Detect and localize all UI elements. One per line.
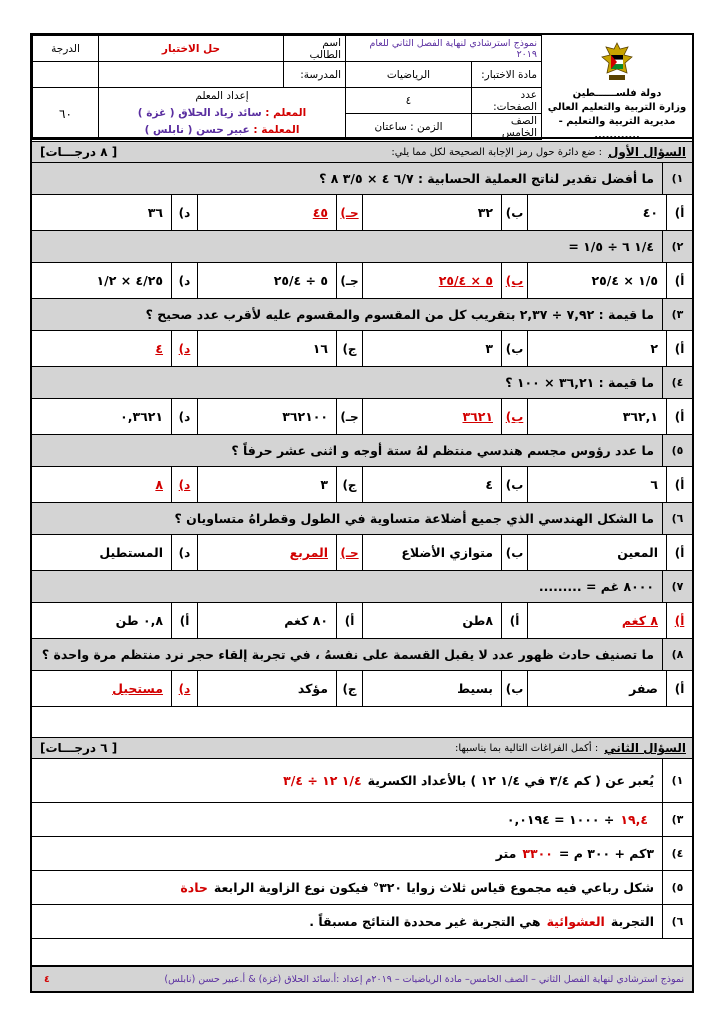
question-number: ١) xyxy=(662,163,692,194)
fill-suffix: متر xyxy=(495,846,517,861)
question-row xyxy=(32,639,692,671)
options-row xyxy=(32,671,692,707)
fill-answer[interactable]: العشوائية xyxy=(546,914,605,929)
page-number: ٤ xyxy=(44,973,50,985)
option-value: مستحيل xyxy=(112,681,163,696)
options-row xyxy=(32,603,692,639)
option-value: ٨٠ كغم xyxy=(284,613,328,628)
question-row xyxy=(32,571,692,603)
option-letter: د) xyxy=(171,195,197,230)
option-value: ٤ xyxy=(155,341,163,356)
option-value: بسيط xyxy=(457,681,493,696)
option-letter: ب) xyxy=(501,195,527,230)
teacher1-name: سائد زياد الحلاق ( غزة ) xyxy=(137,107,262,119)
option-letter: أ) xyxy=(666,671,692,706)
option-value: المعين xyxy=(617,545,658,560)
fill-number: ١) xyxy=(662,759,692,802)
question-row xyxy=(32,503,692,535)
answer-option[interactable] xyxy=(362,671,527,706)
fill-prefix: شكل رباعي فيه مجموع قياس ثلاث زوايا ٣٢٠° فيكون نوع الزاوية الرابعة xyxy=(213,880,654,895)
school-label: المدرسة: xyxy=(284,62,346,88)
option-letter: ب) xyxy=(501,467,527,502)
option-value: مؤكد xyxy=(297,681,328,696)
school-value xyxy=(99,62,284,88)
exam-header xyxy=(32,35,692,139)
question-row xyxy=(32,367,692,399)
state-name: دولة فلســــــطين xyxy=(572,88,662,99)
option-value: ٤ xyxy=(485,477,493,492)
footer-text: نموذج استرشادي لنهاية الفصل الثاني – الصف الخامس– مادة الرياضيات – ٢٠١٩م إعداد :أ.سائد الحلاق (غزة) & أ.عبير حسن (نابلس) xyxy=(164,973,684,985)
section1-instruction: : ضع دائرة حول رمز الإجابة الصحيحة لكل مما يلي: xyxy=(391,146,603,158)
fill-number: ٣) xyxy=(662,803,692,836)
question-number: ٤) xyxy=(662,367,692,398)
option-value: ٣٢ xyxy=(477,205,493,220)
options-row xyxy=(32,263,692,299)
option-letter: جـ) xyxy=(336,399,362,434)
option-letter: أ) xyxy=(666,399,692,434)
options-row xyxy=(32,331,692,367)
answer-option[interactable] xyxy=(527,399,692,434)
fill-suffix: هي التجربة غير محددة النتائج مسبقاً . xyxy=(309,914,541,929)
section2-bar xyxy=(32,737,692,759)
option-letter: أ) xyxy=(501,603,527,638)
question-row xyxy=(32,231,692,263)
directorate-name: مديرية التربية والتعليم - ............ xyxy=(558,116,676,141)
option-value: ٣٦ xyxy=(147,205,163,220)
question-number: ٦) xyxy=(662,503,692,534)
option-letter: جـ) xyxy=(336,535,362,570)
answer-option[interactable] xyxy=(197,671,362,706)
option-letter: ب) xyxy=(501,331,527,366)
subject-label: مادة الاختبار: xyxy=(472,62,542,88)
option-letter: د) xyxy=(171,535,197,570)
answer-option[interactable] xyxy=(527,535,692,570)
option-value: ٣٦٢١٠٠ xyxy=(282,409,328,424)
question-text: ٨٠٠٠ غم = ......... xyxy=(538,579,654,594)
fill-row xyxy=(32,803,692,837)
option-value: ٣ xyxy=(485,341,493,356)
time-label: الزمن : ساعتان xyxy=(346,114,472,140)
question-text: ما أفضل تقدير لناتج العملية الحسابية : ٦/٧ ٤ × ٣/٥ ٨ ؟ xyxy=(319,171,654,186)
answer-option[interactable] xyxy=(197,603,362,638)
answer-option[interactable] xyxy=(362,263,527,298)
exam-page xyxy=(30,33,694,993)
option-value: صفر xyxy=(629,681,658,696)
option-letter: أ) xyxy=(666,467,692,502)
answer-option[interactable] xyxy=(32,331,197,366)
option-letter: أ) xyxy=(666,535,692,570)
answer-option[interactable] xyxy=(362,467,527,502)
question-row xyxy=(32,299,692,331)
option-letter: د) xyxy=(171,399,197,434)
option-letter: د) xyxy=(171,467,197,502)
fill-answer[interactable]: ١/٤ ١٢ ÷ ٣/٤ xyxy=(283,773,362,788)
option-letter: د) xyxy=(171,671,197,706)
answer-option[interactable] xyxy=(527,331,692,366)
option-value: ٦ xyxy=(650,477,658,492)
fill-number: ٤) xyxy=(662,837,692,870)
answer-option[interactable] xyxy=(32,195,197,230)
question-text: ما قيمة : ٣٦,٢١ × ١٠٠ ؟ xyxy=(505,375,654,390)
header-info-table xyxy=(32,35,542,140)
teacher2-label: المعلمة : xyxy=(253,124,300,136)
fill-number: ٦) xyxy=(662,905,692,938)
option-letter: أ) xyxy=(171,603,197,638)
option-letter: د) xyxy=(171,263,197,298)
fill-prefix: ٣كم + ٣٠٠ م = xyxy=(558,846,654,861)
page-footer xyxy=(32,965,692,991)
model-title: نموذج استرشادي لنهاية الفصل الثاني للعام ٢٠١٩ xyxy=(346,36,542,62)
question-number: ٣) xyxy=(662,299,692,330)
option-letter: أ) xyxy=(666,195,692,230)
fill-row xyxy=(32,837,692,871)
option-letter: ب) xyxy=(501,535,527,570)
answer-option[interactable] xyxy=(32,535,197,570)
option-letter: ج) xyxy=(336,331,362,366)
grade-class: الصف الخامس xyxy=(472,114,542,140)
answer-option[interactable] xyxy=(362,331,527,366)
question-text: ما عدد رؤوس مجسم هندسي منتظم لهُ ستة أوجه و اثنى عشر حرفاً ؟ xyxy=(231,443,654,458)
fill-answer[interactable]: ٣٣٠٠ xyxy=(522,846,553,861)
option-value: ١/٥ × ٢٥/٤ xyxy=(591,273,658,288)
option-letter: ج) xyxy=(336,467,362,502)
answer-option[interactable] xyxy=(32,399,197,434)
options-row xyxy=(32,467,692,503)
question-text: ما الشكل الهندسي الذي جميع أضلاعة متساوية في الطول وقطراهُ متساويان ؟ xyxy=(174,511,654,526)
fill-row xyxy=(32,871,692,905)
answer-option[interactable] xyxy=(362,399,527,434)
answer-option[interactable] xyxy=(32,467,197,502)
option-letter: أ) xyxy=(666,331,692,366)
fill-row xyxy=(32,759,692,803)
question-text: ما تصنيف حادث ظهور عدد لا يقبل القسمة على نفسهُ ، في تجربة إلقاء حجر نرد منتظم مرة واحدة ؟ xyxy=(41,647,654,662)
section2-instruction: : أكمل الفراغات التالية بما يناسبها: xyxy=(455,742,599,754)
answer-option[interactable] xyxy=(197,331,362,366)
option-letter: ب) xyxy=(501,399,527,434)
option-letter: جـ) xyxy=(336,263,362,298)
answer-option[interactable] xyxy=(362,603,527,638)
option-letter: ب) xyxy=(501,671,527,706)
answer-option[interactable] xyxy=(527,195,692,230)
option-value: ٤٠ xyxy=(642,205,658,220)
answer-option[interactable] xyxy=(527,467,692,502)
option-value: المربع xyxy=(289,545,328,560)
fill-prefix: يُعبر عن ( كم ٣/٤ في ١/٤ ١٢ ) بالأعداد الكسرية xyxy=(367,773,654,788)
question-number: ٧) xyxy=(662,571,692,602)
palestine-eagle-emblem-icon xyxy=(600,41,634,85)
option-value: ٠,٨ طن xyxy=(115,613,163,628)
option-value: ٥ ÷ ٢٥/٤ xyxy=(273,273,328,288)
option-value: ٣٦٢١ xyxy=(462,409,493,424)
answer-option[interactable] xyxy=(197,399,362,434)
pages-value: ٤ xyxy=(346,88,472,114)
option-value: ٤٥ xyxy=(312,205,328,220)
student-label: اسم الطالب xyxy=(284,36,346,62)
fill-answer[interactable]: ١٩,٤ xyxy=(620,812,648,827)
answer-option[interactable] xyxy=(197,535,362,570)
student-value: حل الاختبار xyxy=(99,36,284,62)
option-letter: أ) xyxy=(336,603,362,638)
question-row xyxy=(32,163,692,195)
option-value: ٢ xyxy=(650,341,658,356)
section2-title: السؤال الثاني xyxy=(604,741,686,755)
question-text: ما قيمة : ٧,٩٢ ÷ ٢,٣٧ بتقريب كل من المقسوم والمقسوم عليه لأقرب عدد صحيح ؟ xyxy=(145,307,654,322)
fill-row xyxy=(32,905,692,939)
teacher1-label: المعلم : xyxy=(265,107,307,119)
answer-option[interactable] xyxy=(362,535,527,570)
answer-option[interactable] xyxy=(527,671,692,706)
answer-option[interactable] xyxy=(362,195,527,230)
question-number: ٥) xyxy=(662,435,692,466)
teachers-cell xyxy=(99,88,346,140)
option-value: ٠,٣٦٢١ xyxy=(120,409,163,424)
answer-option[interactable] xyxy=(197,467,362,502)
pages-label: عدد الصفحات: xyxy=(472,88,542,114)
answer-option[interactable] xyxy=(197,263,362,298)
option-value: ٨طن xyxy=(462,613,493,628)
ministry-name: وزارة التربية والتعليم العالي xyxy=(547,102,687,113)
option-value: ١٦ xyxy=(312,341,328,356)
option-letter: د) xyxy=(171,331,197,366)
answer-option[interactable] xyxy=(197,195,362,230)
answer-option[interactable] xyxy=(527,263,692,298)
option-letter: أ) xyxy=(666,263,692,298)
question-text: ١/٤ ٦ ÷ ١/٥ = xyxy=(568,239,654,254)
option-value: ٥ × ٢٥/٤ xyxy=(438,273,493,288)
answer-option[interactable] xyxy=(527,603,692,638)
grade-label: الدرجة xyxy=(33,36,99,62)
option-value: ٣ xyxy=(320,477,328,492)
fill-number: ٥) xyxy=(662,871,692,904)
option-value: ٨ xyxy=(155,477,163,492)
options-row xyxy=(32,399,692,435)
answer-option[interactable] xyxy=(32,263,197,298)
fill-prefix: التجربة xyxy=(610,914,654,929)
option-letter: ج) xyxy=(336,671,362,706)
option-letter: جـ) xyxy=(336,195,362,230)
option-letter: أ) xyxy=(666,603,692,638)
answer-option[interactable] xyxy=(32,603,197,638)
grade-empty-cell xyxy=(33,62,99,88)
option-value: ٨ كغم xyxy=(621,613,658,628)
subject-value: الرياضيات xyxy=(346,62,472,88)
ministry-block xyxy=(542,35,692,139)
teacher2-name: عبير حسن ( نابلس ) xyxy=(144,124,250,136)
score-value: ٦٠ xyxy=(33,88,99,140)
prepared-label: إعداد المعلم xyxy=(195,90,249,102)
fill-suffix: ÷ ١٠٠٠ = ٠,٠١٩٤ xyxy=(506,812,615,827)
question-number: ٢) xyxy=(662,231,692,262)
option-value: ٤/٢٥ × ١/٢ xyxy=(96,273,163,288)
option-value: ٣٦٢,١ xyxy=(622,409,658,424)
answer-option[interactable] xyxy=(32,671,197,706)
fill-answer[interactable]: حادة xyxy=(180,880,208,895)
option-value: متوازي الأضلاع xyxy=(401,545,493,560)
section1-marks: [ ٨ درجـــات] xyxy=(40,145,118,159)
section1-title: السؤال الأول xyxy=(608,145,686,159)
question-number: ٨) xyxy=(662,639,692,670)
options-row xyxy=(32,195,692,231)
option-value: المستطيل xyxy=(99,545,163,560)
options-row xyxy=(32,535,692,571)
question-row xyxy=(32,435,692,467)
section2-marks: [ ٦ درجـــات] xyxy=(40,741,118,755)
option-letter: ب) xyxy=(501,263,527,298)
section1-bar xyxy=(32,141,692,163)
